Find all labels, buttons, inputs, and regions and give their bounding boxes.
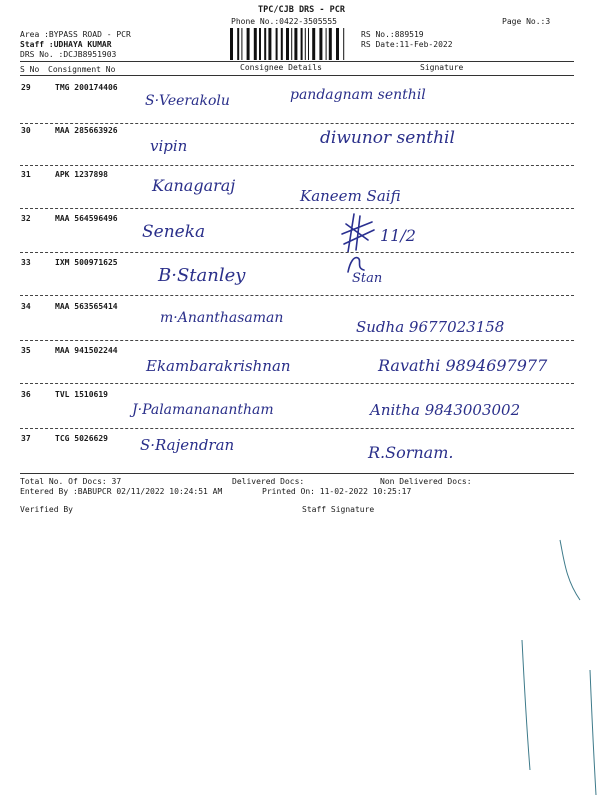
- row-consignee: J·Palamananantham: [132, 402, 274, 418]
- row-consignee: Seneka: [142, 222, 206, 242]
- row-signature: pandagnam senthil: [290, 87, 426, 103]
- column-sno: S No: [20, 65, 40, 74]
- row-consignment: MAA 564596496: [55, 214, 118, 223]
- column-consignee: Consignee Details: [240, 63, 322, 72]
- row-separator: [20, 340, 574, 341]
- row-signature: R.Sornam.: [368, 443, 454, 462]
- row-separator: [20, 208, 574, 209]
- staff-signature-label: Staff Signature: [302, 505, 375, 514]
- entered-by: Entered By :BABUPCR 02/11/2022 10:24:51 AM: [20, 487, 223, 496]
- signature-scribble: [338, 210, 378, 254]
- row-consignment: TVL 1510619: [55, 390, 108, 399]
- row-consignment: MAA 563565414: [55, 302, 118, 311]
- row-consignee: S·Rajendran: [140, 436, 235, 454]
- row-consignment: MAA 285663926: [55, 126, 118, 135]
- staff-label: Staff :UDHAYA KUMAR: [20, 40, 112, 49]
- row-consignee: vipin: [150, 137, 188, 155]
- row-separator: [20, 383, 574, 384]
- row-signature: Ravathi 9894697977: [378, 356, 548, 375]
- printed-on: Printed On: 11-02-2022 10:25:17: [262, 487, 412, 496]
- row-consignee: m·Ananthasaman: [160, 310, 284, 326]
- row-separator: [20, 295, 574, 296]
- non-delivered-docs: Non Delivered Docs:: [380, 477, 472, 486]
- row-signature: Sudha 9677023158: [356, 318, 505, 336]
- row-serial: 35: [21, 346, 31, 355]
- area-label: Area :BYPASS ROAD - PCR: [20, 30, 131, 39]
- header-rule: [20, 61, 574, 62]
- row-serial: 29: [21, 83, 31, 92]
- row-serial: 30: [21, 126, 31, 135]
- header-rule-bottom: [20, 75, 574, 76]
- row-consignee: Ekambarakrishnan: [146, 357, 291, 375]
- row-signature: Anitha 9843003002: [370, 401, 521, 419]
- row-serial: 37: [21, 434, 31, 443]
- row-serial: 33: [21, 258, 31, 267]
- footer-rule: [20, 473, 574, 474]
- page-number: Page No.:3: [502, 17, 551, 26]
- row-signature: Stan: [352, 271, 383, 286]
- row-serial: 31: [21, 170, 31, 179]
- row-serial: 34: [21, 302, 31, 311]
- row-serial: 36: [21, 390, 31, 399]
- row-consignee: S·Veerakolu: [145, 93, 230, 109]
- row-consignment: MAA 941502244: [55, 346, 118, 355]
- rs-date: RS Date:11-Feb-2022: [361, 40, 453, 49]
- row-consignment: TMG 200174406: [55, 83, 118, 92]
- row-consignee: B·Stanley: [158, 265, 246, 286]
- row-signature: 11/2: [380, 226, 416, 245]
- row-serial: 32: [21, 214, 31, 223]
- row-separator: [20, 123, 574, 124]
- row-separator: [20, 428, 574, 429]
- column-consignment: Consignment No: [48, 65, 116, 74]
- document-title: TPC/CJB DRS - PCR: [258, 5, 345, 15]
- drs-number: DRS No. :DCJB8951903: [20, 50, 117, 59]
- row-signature: diwunor senthil: [320, 128, 455, 148]
- total-docs: Total No. Of Docs: 37: [20, 477, 122, 486]
- verified-by-label: Verified By: [20, 505, 73, 514]
- row-consignment: TCG 5026629: [55, 434, 108, 443]
- column-signature: Signature: [420, 63, 464, 72]
- rs-number: RS No.:889519: [361, 30, 424, 39]
- row-signature: Kaneem Saifi: [300, 187, 401, 205]
- barcode-image: [228, 28, 352, 60]
- row-consignee: Kanagaraj: [152, 176, 236, 195]
- row-consignment: IXM 500971625: [55, 258, 118, 267]
- row-consignment: APK 1237898: [55, 170, 108, 179]
- row-separator: [20, 252, 574, 253]
- row-separator: [20, 165, 574, 166]
- phone-number: Phone No.:0422-3505555: [231, 17, 337, 26]
- pen-mark: [520, 520, 600, 800]
- delivered-docs: Delivered Docs:: [232, 477, 305, 486]
